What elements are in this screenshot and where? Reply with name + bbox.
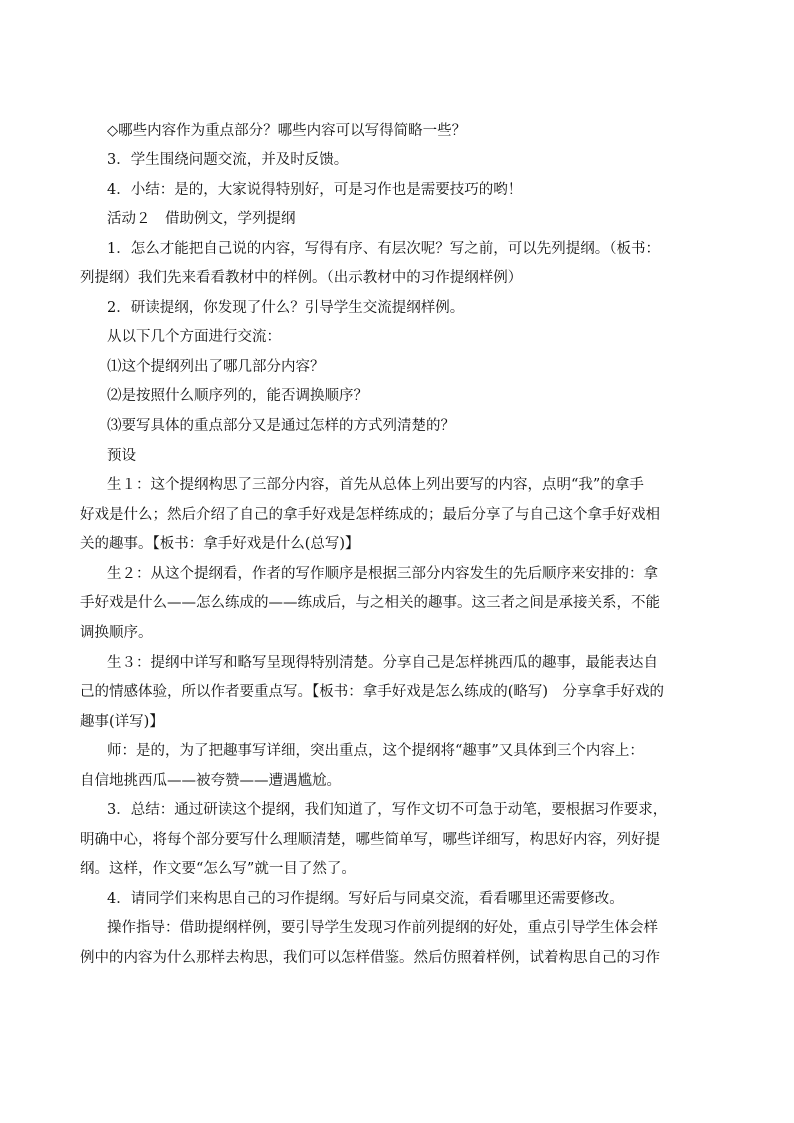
text-line: 纲。这样，作文要“怎么写”就一目了然了。	[80, 861, 356, 877]
text-line: 4．小结：是的，大家说得特别好，可是习作也是需要技巧的哟！	[107, 182, 523, 198]
text-line: 例中的内容为什么那样去构思，我们可以怎样借鉴。然后仿照着样例，试着构思自己的习作	[80, 950, 660, 966]
text-line: ⑵是按照什么顺序列的，能否调换顺序？	[107, 388, 368, 404]
text-line: ⑴这个提纲列出了哪几部分内容？	[107, 359, 325, 375]
text-line: 明确中心，将每个部分要写什么理顺清楚，哪些简单写，哪些详细写，构思好内容，列好提	[80, 832, 660, 848]
text-line: 己的情感体验，所以作者要重点写。【板书：拿手好戏是怎么练成的(略写) 分享拿手好戏的	[80, 684, 665, 700]
text-line: 1．怎么才能把自己说的内容，写得有序、有层次呢？写之前，可以先列提纲。（板书：	[107, 241, 660, 257]
text-line: 好戏是什么；然后介绍了自己的拿手好戏是怎样练成的；最后分享了与自己这个拿手好戏相	[80, 507, 660, 523]
text-line: 操作指导：借助提纲样例，要引导学生发现习作前列提纲的好处，重点引导学生体会样	[107, 920, 658, 936]
text-line: 生３：提纲中详写和略写呈现得特别清楚。分享自己是怎样挑西瓜的趣事，最能表达自	[107, 655, 658, 671]
text-line: 3．总结：通过研读这个提纲，我们知道了，写作文切不可急于动笔，要根据习作要求，	[107, 802, 668, 818]
text-line: 3．学生围绕问题交流，并及时反馈。	[107, 152, 349, 168]
text-line: 生１：这个提纲构思了三部分内容，首先从总体上列出要写的内容，点明“我”的拿手	[107, 477, 644, 493]
text-line: 自信地挑西瓜——被夸赞——遭遇尴尬。	[80, 773, 341, 789]
text-line: 生２：从这个提纲看，作者的写作顺序是根据三部分内容发生的先后顺序来安排的：拿	[107, 566, 658, 582]
section-heading: 活动２ 借助例文，学列提纲	[107, 211, 296, 227]
text-line: 从以下几个方面进行交流：	[107, 329, 281, 345]
text-line: ⑶要写具体的重点部分又是通过怎样的方式列清楚的？	[107, 418, 455, 434]
text-line: 师：是的，为了把趣事写详细，突出重点，这个提纲将“趣事”又具体到三个内容上：	[107, 743, 644, 759]
text-line: 关的趣事。【板书：拿手好戏是什么(总写)】	[80, 536, 360, 552]
text-line: 预设	[107, 448, 136, 464]
text-line: 调换顺序。	[80, 625, 153, 641]
text-line: 列提纲）我们先来看看教材中的样例。（出示教材中的习作提纲样例）	[80, 270, 523, 286]
text-line: ◇哪些内容作为重点部分？哪些内容可以写得简略一些？	[107, 123, 467, 139]
text-line: 趣事(详写)】	[80, 714, 164, 730]
text-line: 2．研读提纲，你发现了什么？引导学生交流提纲样例。	[107, 300, 465, 316]
text-line: 手好戏是什么——怎么练成的——练成后，与之相关的趣事。这三者之间是承接关系，不能	[80, 595, 660, 611]
text-line: 4．请同学们来构思自己的习作提纲。写好后与同桌交流，看看哪里还需要修改。	[107, 891, 624, 907]
